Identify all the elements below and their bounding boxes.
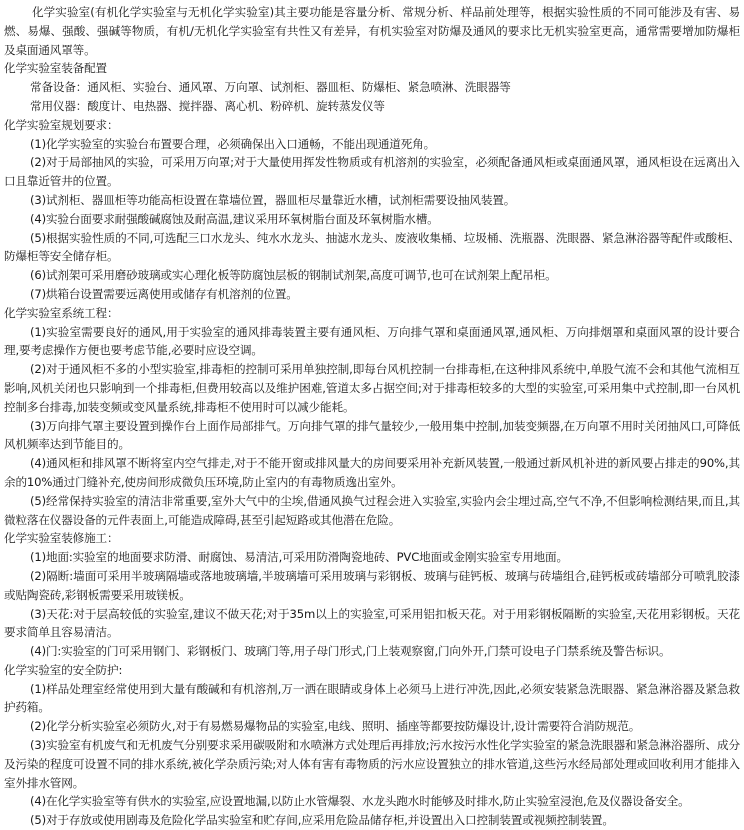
decoration-item: (2)隔断:墙面可采用半玻璃隔墙或落地玻璃墙,半玻璃墙可采用玻璃与彩钢板、玻璃与硅钙板、玻璃与砖墙组合,硅钙板或砖墙部分可喷乳胶漆或贴陶瓷砖,彩钢板需要采用玻镁板。 <box>4 568 740 602</box>
section-heading-decoration: 化学实验室装修施工： <box>4 531 119 546</box>
safety-item: (1)样品处理室经常使用到大量有酸碱和有机溶剂,万一洒在眼睛或身体上必须马上进行冲洗,因此,必须安装紧急洗眼器、紧急淋浴器及紧急救护药箱。 <box>4 681 740 715</box>
planning-item: (5)根据实验性质的不同,可选配三口水龙头、纯水水龙头、抽滤水龙头、废液收集桶、垃圾桶、洗瓶器、洗眼器、紧急淋浴器等配件或酸柜、防爆柜等安全储存柜。 <box>4 230 740 264</box>
planning-item: (6)试剂架可采用磨砂玻璃或实心理化板等防腐蚀层板的钢制试剂架,高度可调节,也可在试剂架上配吊柜。 <box>30 268 557 283</box>
engineering-item: (3)万向排气罩主要设置到操作台上面作局部排气。万向排气罩的排气量较少,一般用集中控制,加装变频器,在万向罩不用时关闭抽风口,可降低风机频率达到节能目的。 <box>4 418 740 452</box>
planning-item: (1)化学实验室的实验台布置要合理，必须确保出入口通畅，不能出现通道死角。 <box>30 136 436 151</box>
section-heading-engineering: 化学实验室系统工程： <box>4 305 119 320</box>
section-heading-equipment: 化学实验室装备配置 <box>4 61 107 76</box>
planning-item: (3)试剂柜、器皿柜等功能高柜设置在靠墙位置，器皿柜尽量靠近水槽，试剂柜需要设抽风装置。 <box>30 192 516 207</box>
decoration-item: (4)门:实验室的门可采用钢门、彩钢板门、玻璃门等,用子母门形式,门上装观察窗,门向外开,门禁可设电子门禁系统及警告标识。 <box>30 644 671 659</box>
planning-item: (4)实验台面要求耐强酸碱腐蚀及耐高温,建议采用环氧树脂台面及环氧树脂水槽。 <box>30 211 439 226</box>
equipment-common-instruments: 常用仪器：酸度计、电热器、搅拌器、离心机、粉碎机、旋转蒸发仪等 <box>30 98 385 113</box>
section-heading-safety: 化学实验室的安全防护: <box>4 662 123 677</box>
planning-item: (2)对于局部抽风的实验，可采用万向罩;对于大量使用挥发性物质或有机溶剂的实验室，必须配备通风柜或桌面通风罩，通风柜设在远离出入口且靠近管井的位置。 <box>4 155 740 189</box>
decoration-item: (1)地面:实验室的地面要求防滑、耐腐蚀、易清洁,可采用防滑陶瓷地砖、PVC地面或金刚实验室专用地面。 <box>30 550 568 565</box>
intro-paragraph: 化学实验室(有机化学实验室与无机化学实验室)其主要功能是容量分析、常规分析、样品前处理等，根据实验性质的不同可能涉及有害、易燃、易爆、强酸、强碱等物质，有机/无机化学实验室有共性又有差异，有机实验室对防爆及通风的要求比无机实验室更高，通常需要增加防爆柜及桌面通风罩等。 <box>4 5 740 57</box>
engineering-item: (4)通风柜和排风罩不断将室内空气排走,对于不能开窗或排风量大的房间要采用补充新风装置,一般通过新风机补进的新风要占排走的90%,其余的10%通过门缝补充,使房间形成微负压环境,防止室内的有毒物质逸出室外。 <box>4 456 740 489</box>
equipment-common-devices: 常备设备：通风柜、实验台、通风罩、万向罩、试剂柜、器皿柜、防爆柜、紧急喷淋、洗眼器等 <box>30 80 511 95</box>
safety-item: (2)化学分析实验室必须防火,对于有易燃易爆物品的实验室,电线、照明、插座等都要按防爆设计,设计需要符合消防规范。 <box>30 719 641 734</box>
section-heading-planning: 化学实验室规划要求： <box>4 117 119 132</box>
safety-item: (3)实验室有机废气和无机废气分别要求采用碳吸附和水喷淋方式处理后再排放;污水按污水性化学实验室的紧急洗眼器和紧急淋浴器所、成分及污染的程度可设置不同的排水系统,被化学杂质污染;对人体有害有毒物质的污水应设置独立的排水管道,这些污水经局部处理或回收利用才能排入室外排水管网。 <box>4 738 740 790</box>
engineering-item: (2)对于通风柜不多的小型实验室,排毒柜的控制可采用单独控制,即每台风机控制一台排毒柜,在这种排风系统中,单股气流不会和其他气流相互影响,风机关闭也只影响到一个排毒柜,但费用较高以及维护困难,管道太多占据空间;对于排毒柜较多的大型的实验室,可采用集中式控制,即一台风机控制多台排毒,加装变频或变风量系统,排毒柜不使用时可以减少能耗。 <box>4 362 740 414</box>
safety-item: (4)在化学实验室等有供水的实验室,应设置地漏,以防止水管爆裂、水龙头跑水时能够及时排水,防止实验室浸泡,危及仪器设备安全。 <box>30 794 690 809</box>
decoration-item: (3)天花:对于层高较低的实验室,建议不做天花;对于35m以上的实验室,可采用铝扣板天花。对于用彩钢板隔断的实验室,天花用彩钢板。天花要求简单且容易清洁。 <box>4 606 740 640</box>
engineering-item: (5)经常保持实验室的清洁非常重要,室外大气中的尘埃,借通风换气过程会进入实验室,实验内会尘埋过高,空气不净,不但影响检测结果,而且,其微粒落在仪器设备的元件表面上,可能造成障碍,甚至引起短路或其他潜在危险。 <box>4 493 740 527</box>
safety-item: (5)对于存放或使用剧毒及危险化学品实验室和贮存间,应采用危险品储存柜,并设置出入口控制装置或视频控制装置。 <box>30 813 614 828</box>
planning-item: (7)烘箱台设置需要远离使用或储存有机溶剂的位置。 <box>30 286 298 301</box>
engineering-item: (1)实验室需要良好的通风,用于实验室的通风排毒装置主要有通风柜、万向排气罩和桌面通风罩,通风柜、万向排烟罩和桌面风罩的设计要合理,要考虑操作方便也要考虑节能,必要时应设空调。 <box>4 324 740 358</box>
